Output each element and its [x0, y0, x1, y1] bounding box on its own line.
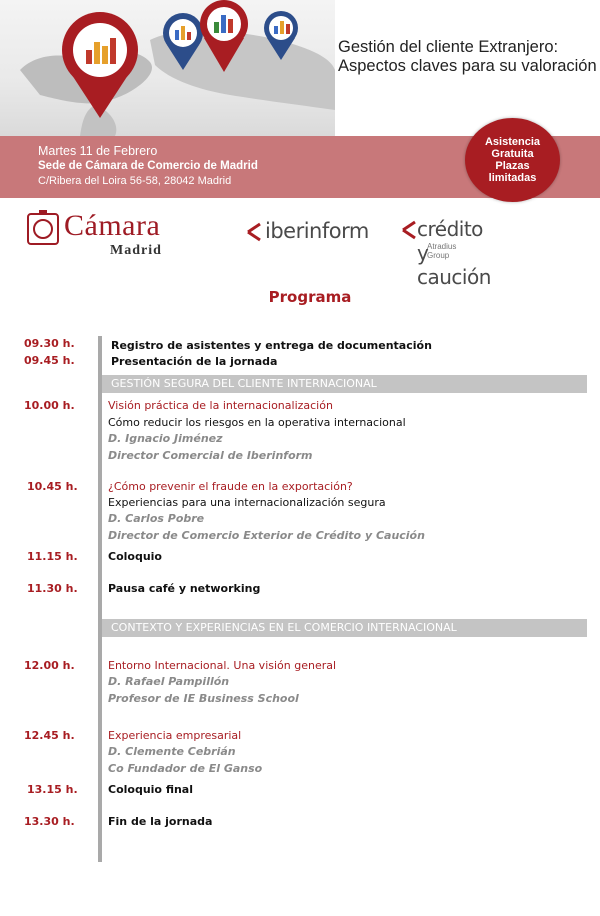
program-heading: Programa: [268, 288, 352, 306]
speaker-name: D. Clemente Cebrián: [108, 745, 236, 758]
badge-line: limitadas: [488, 172, 537, 184]
event-venue: Sede de Cámara de Comercio de Madrid: [38, 160, 258, 172]
credito-word: crédito y caución: [417, 217, 491, 289]
badge-line: Gratuita: [491, 148, 534, 160]
time-label: 13.30 h.: [24, 815, 75, 828]
badge-line: Asistencia: [484, 136, 541, 148]
speaker-role: Director Comercial de Iberinform: [108, 449, 313, 462]
section-bar: CONTEXTO Y EXPERIENCIAS EN EL COMERCIO INTERNACIONAL: [102, 619, 587, 637]
session-title: Entorno Internacional. Una visión general: [108, 659, 337, 672]
event-address: C/Ribera del Loira 56-58, 28042 Madrid: [38, 175, 232, 187]
event-info: [38, 144, 258, 189]
speaker-role: Co Fundador de El Ganso: [108, 762, 263, 775]
camara-word: Cámara: [64, 209, 161, 242]
agenda-item: Coloquio: [108, 550, 162, 563]
session-subtitle: Cómo reducir los riesgos en la operativa internacional: [108, 416, 406, 429]
speaker-role: Director de Comercio Exterior de Crédito y Caución: [108, 529, 425, 542]
time-label: 13.15 h.: [27, 783, 78, 796]
camara-crest-icon: [26, 210, 60, 246]
time-label: 10.00 h.: [24, 399, 75, 412]
madrid-word: Madrid: [110, 243, 162, 258]
speaker-name: D. Ignacio Jiménez: [108, 432, 223, 445]
event-date: Martes 11 de Febrero: [38, 144, 158, 158]
atradius-word: Atradius Group: [427, 242, 457, 260]
arrow-mark-icon: [246, 221, 266, 243]
time-label: 10.45 h.: [27, 480, 78, 493]
time-label: 12.00 h.: [24, 659, 75, 672]
speaker-role: Profesor de IE Business School: [108, 692, 299, 705]
agenda-item: Presentación de la jornada: [111, 355, 278, 368]
time-label: 12.45 h.: [24, 729, 75, 742]
agenda-item: Fin de la jornada: [108, 815, 213, 828]
header-map-illustration: [0, 0, 335, 136]
free-attendance-badge: [465, 118, 560, 202]
time-label: 11.30 h.: [27, 582, 78, 595]
time-label: 09.45 h.: [24, 354, 75, 367]
badge-line: Plazas: [495, 160, 530, 172]
timeline-divider: [98, 336, 102, 862]
iberinform-word: iberinform: [265, 219, 369, 243]
world-map-icon: [0, 0, 335, 136]
session-title: Experiencia empresarial: [108, 729, 242, 742]
speaker-name: D. Rafael Pampillón: [108, 675, 230, 688]
event-title: Gestión del cliente Extranjero: Aspectos claves para su valoración: [338, 38, 597, 75]
speaker-name: D. Carlos Pobre: [108, 512, 205, 525]
agenda-item: Registro de asistentes y entrega de documentación: [111, 339, 432, 352]
session-title: ¿Cómo prevenir el fraude en la exportación?: [108, 480, 353, 493]
time-label: 09.30 h.: [24, 337, 75, 350]
section-bar: GESTIÓN SEGURA DEL CLIENTE INTERNACIONAL: [102, 375, 587, 393]
session-title: Visión práctica de la internacionalización: [108, 399, 333, 412]
session-subtitle: Experiencias para una internacionalización segura: [108, 496, 386, 509]
agenda-item: Pausa café y networking: [108, 582, 261, 595]
time-label: 11.15 h.: [27, 550, 78, 563]
agenda-item: Coloquio final: [108, 783, 193, 796]
